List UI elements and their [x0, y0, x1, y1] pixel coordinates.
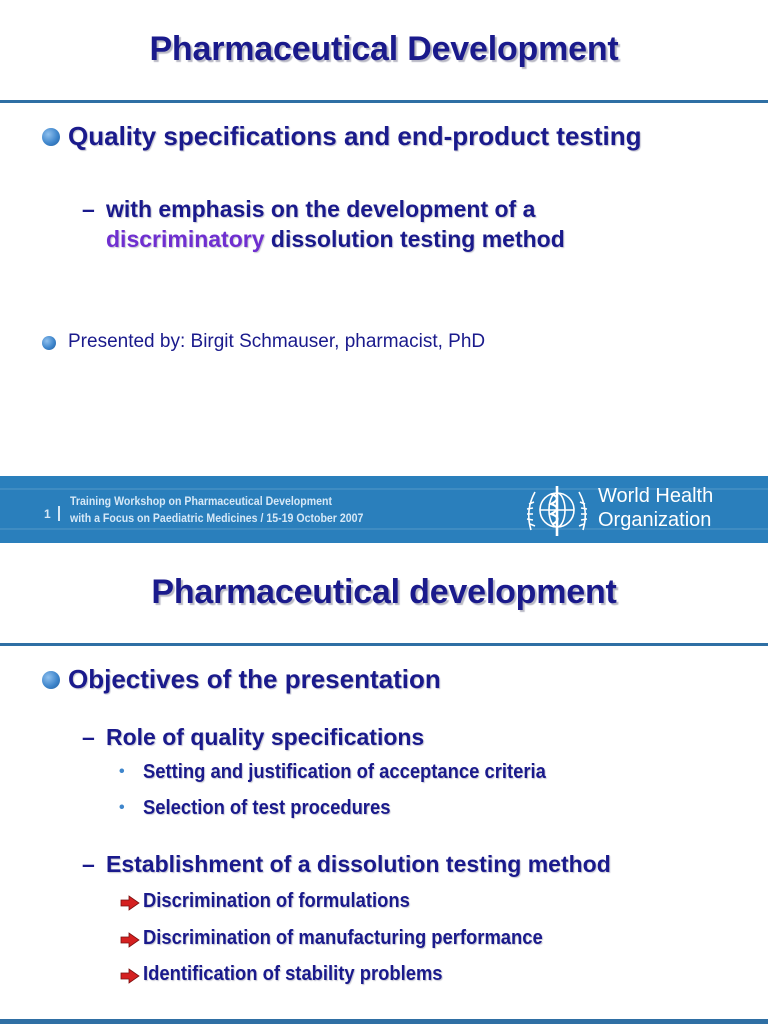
who-name-line-1: World Health — [598, 485, 714, 507]
highlighted-word: discriminatory — [106, 226, 265, 252]
list-item: Selection of test procedures — [143, 797, 391, 819]
dash-icon: – — [82, 196, 95, 222]
who-name-line-2: Organization — [598, 509, 712, 531]
dash-icon: – — [82, 851, 95, 877]
red-arrow-icon — [120, 895, 140, 911]
dash-icon: – — [82, 724, 95, 750]
slide-1-title: Pharmaceutical Development — [149, 30, 619, 68]
who-emblem-icon — [521, 480, 593, 540]
slide-2-bottom-divider — [0, 1019, 768, 1024]
footer-line-2: with a Focus on Paediatric Medicines / 15-19 October 2007 — [70, 513, 364, 525]
title-divider — [0, 643, 768, 646]
red-arrow-icon — [120, 968, 140, 984]
main-bullet: Objectives of the presentation — [68, 664, 441, 694]
slide-footer — [0, 476, 768, 543]
sub-bullet-line-1: with emphasis on the development of a — [106, 196, 536, 222]
list-item: Discrimination of manufacturing performance — [143, 927, 543, 949]
main-bullet: Quality specifications and end-product testing — [68, 121, 642, 151]
page-separator — [58, 506, 60, 521]
list-item: Setting and justification of acceptance criteria — [143, 761, 546, 783]
sub-bullet-dot-icon: • — [119, 799, 125, 816]
list-item: Identification of stability problems — [143, 963, 443, 985]
sub-bullet-dissolution: Establishment of a dissolution testing method — [106, 851, 611, 877]
title-divider — [0, 100, 768, 103]
sub-bullet-role: Role of quality specifications — [106, 724, 425, 750]
bullet-icon — [42, 128, 60, 146]
sub-bullet-dot-icon: • — [119, 763, 125, 780]
red-arrow-icon — [120, 932, 140, 948]
page-number: 1 — [44, 507, 51, 521]
slide-2-title: Pharmaceutical development — [151, 573, 617, 611]
bullet-icon — [42, 671, 60, 689]
sub-bullet-line-2 — [106, 224, 565, 254]
list-item: Discrimination of formulations — [143, 890, 410, 912]
footer-line-1: Training Workshop on Pharmaceutical Development — [70, 496, 333, 508]
sub-bullet-rest: dissolution testing method — [264, 226, 565, 252]
bullet-icon — [42, 336, 56, 350]
presenter-line: Presented by: Birgit Schmauser, pharmacist, PhD — [68, 331, 486, 352]
slide-2 — [0, 543, 768, 1024]
